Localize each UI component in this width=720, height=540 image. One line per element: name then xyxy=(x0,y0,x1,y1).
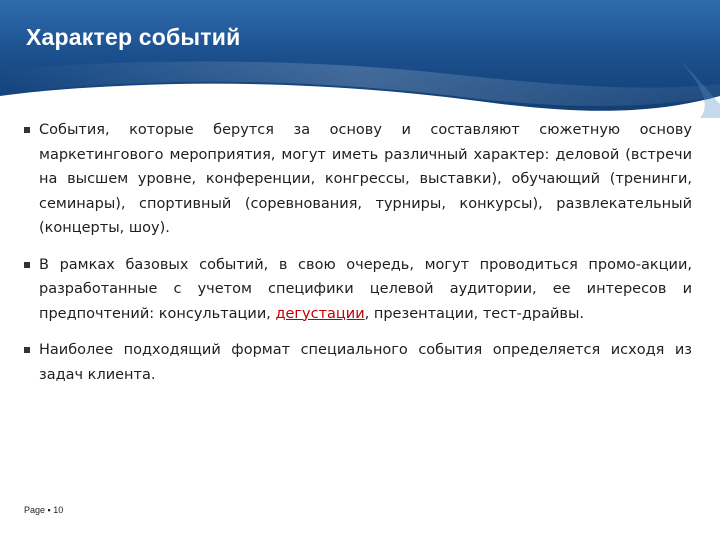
bullet-item xyxy=(24,118,692,241)
slide-title: Характер событий xyxy=(26,24,241,50)
square-bullet-icon xyxy=(24,347,30,353)
slide-body xyxy=(24,118,692,387)
bullet-text-part: , презентации, тест-драйвы. xyxy=(364,305,585,322)
bullet-text-part: В рамках базовых событий, в свою очередь, могут проводиться промо-акции, разработанные с учетом специфики целевой аудитории, ее интересов и предпочтений: консультации, xyxy=(39,256,692,322)
bullet-text: События, которые берутся за основу и составляют сюжетную основу маркетингового мероприятия, могут иметь различный характер: деловой (встречи на высшем уровне, конференции, конгрессы, выставки), обучающий (тренинги, семинары), спортивный (соревнования, турниры, конкурсы), развлекательный (концерты, шоу). xyxy=(39,122,692,236)
degustation-link[interactable]: дегустации xyxy=(275,305,365,322)
slide-header-banner xyxy=(0,0,720,118)
bullet-item xyxy=(24,338,692,387)
bullet-text: Наиболее подходящий формат специального события определяется исходя из задач клиента. xyxy=(39,342,692,383)
bullet-item xyxy=(24,253,692,327)
header-wave-background xyxy=(0,0,720,118)
square-bullet-icon xyxy=(24,127,30,133)
square-bullet-icon xyxy=(24,262,30,268)
page-number: Page ▪ 10 xyxy=(24,505,64,515)
